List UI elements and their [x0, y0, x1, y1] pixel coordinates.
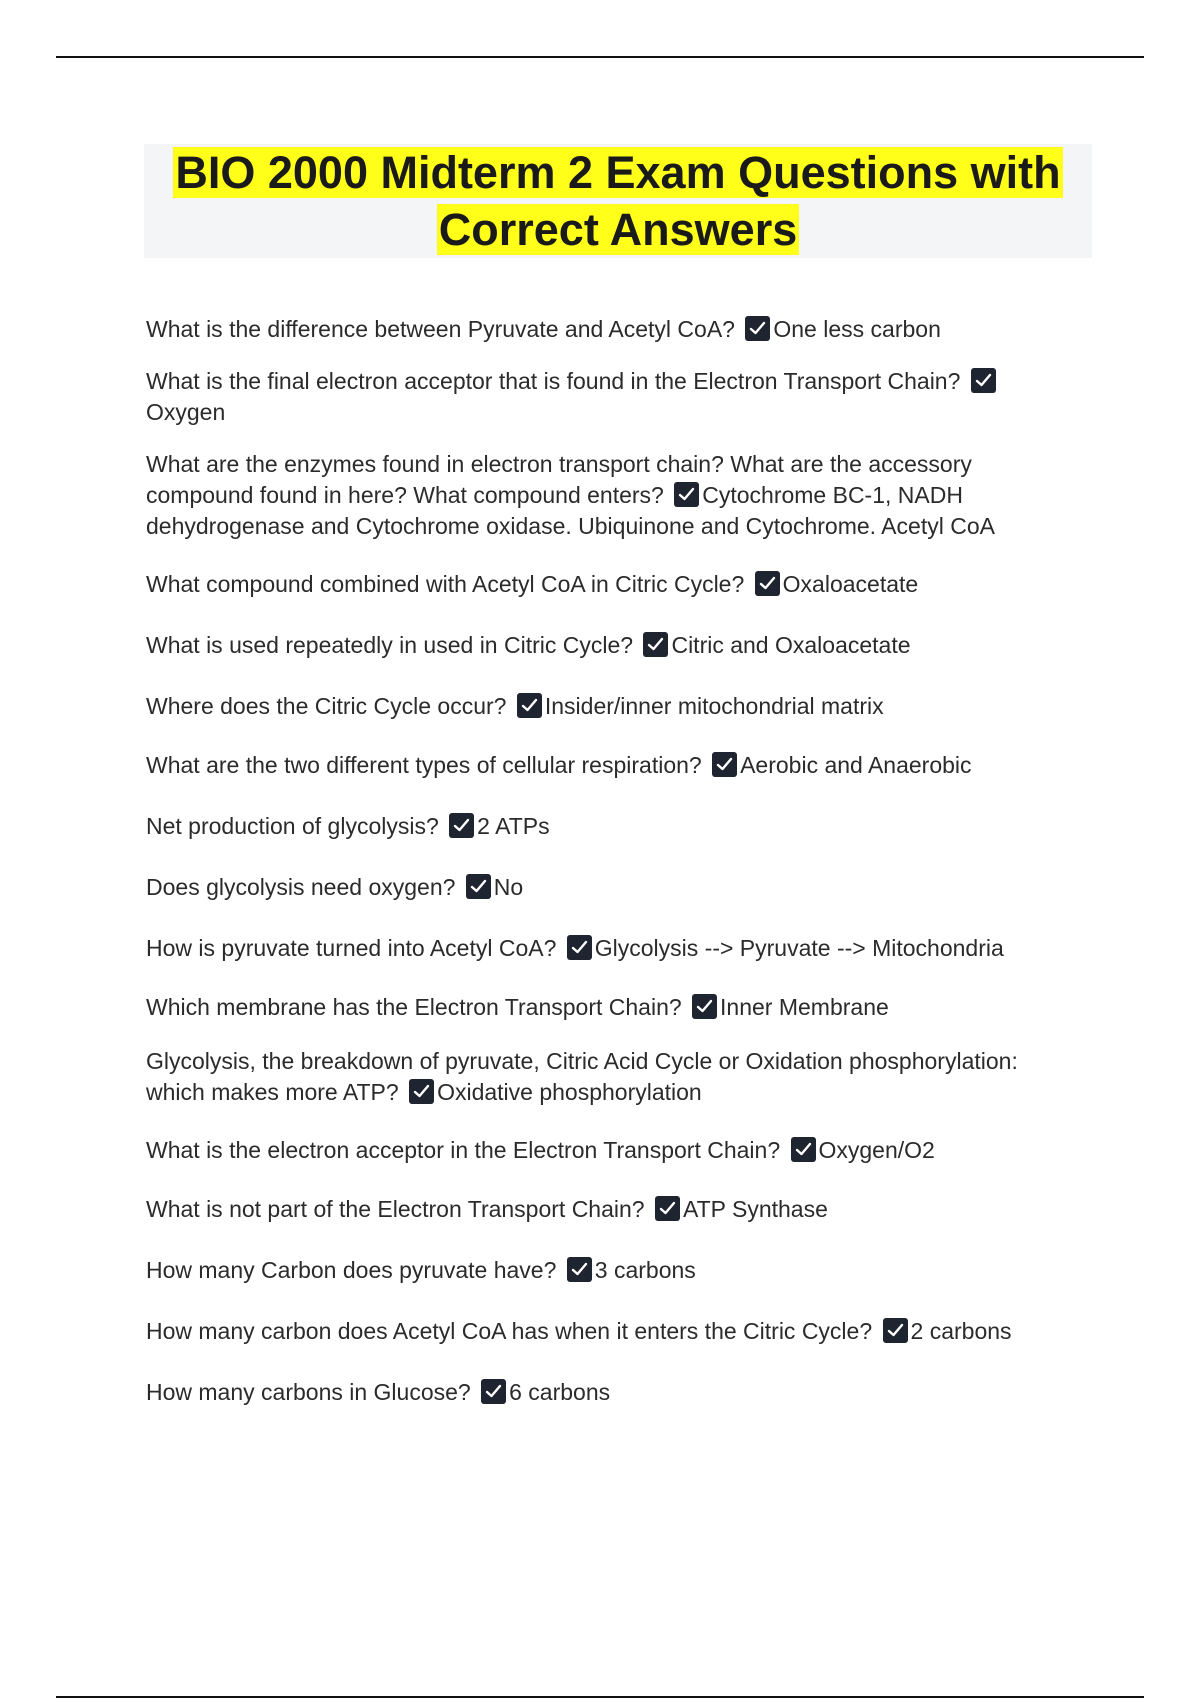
- qa-item: [146, 366, 1076, 428]
- qa-item: [146, 691, 1076, 722]
- check-mark-icon: [883, 1318, 908, 1343]
- check-mark-icon: [517, 693, 542, 718]
- qa-item: [146, 630, 1076, 661]
- qa-item: [146, 449, 1076, 542]
- qa-item: [146, 1255, 1076, 1286]
- question-text: What compound combined with Acetyl CoA in Citric Cycle?: [146, 571, 745, 597]
- check-mark-icon: [712, 752, 737, 777]
- qa-item: [146, 314, 1076, 345]
- answer-text: Glycolysis --> Pyruvate --> Mitochondria: [594, 935, 1004, 961]
- answer-text: Oxidative phosphorylation: [437, 1079, 702, 1105]
- qa-item: [146, 569, 1076, 600]
- answer-text: Cytochrome BC-1, NADH dehydrogenase and Cytochrome oxidase. Ubiquinone and Cytochrome. Acetyl CoA: [146, 482, 995, 539]
- check-mark-icon: [971, 368, 996, 393]
- bottom-rule: [56, 1696, 1144, 1698]
- check-mark-icon: [674, 482, 699, 507]
- question-text: Does glycolysis need oxygen?: [146, 874, 456, 900]
- answer-text: No: [493, 874, 524, 900]
- qa-item: [146, 1377, 1076, 1408]
- qa-item: [146, 750, 1076, 781]
- answer-text: Oxaloacetate: [782, 571, 919, 597]
- title-highlight: BIO 2000 Midterm 2 Exam Questions with Correct Answers: [175, 147, 1061, 255]
- question-text: How many Carbon does pyruvate have?: [146, 1257, 557, 1283]
- answer-text: Insider/inner mitochondrial matrix: [544, 693, 884, 719]
- answer-text: Aerobic and Anaerobic: [740, 752, 972, 778]
- check-mark-icon: [755, 571, 780, 596]
- qa-item: [146, 1046, 1076, 1108]
- question-text: What are the enzymes found in electron transport chain? What are the accessory compound found in here? What compound enters?: [146, 451, 972, 508]
- qa-item: [146, 811, 1076, 842]
- answer-text: Oxygen/O2: [818, 1137, 935, 1163]
- question-text: Glycolysis, the breakdown of pyruvate, Citric Acid Cycle or Oxidation phosphorylation: which makes more ATP?: [146, 1048, 1018, 1105]
- question-text: Where does the Citric Cycle occur?: [146, 693, 507, 719]
- question-text: How is pyruvate turned into Acetyl CoA?: [146, 935, 557, 961]
- question-text: Which membrane has the Electron Transport Chain?: [146, 994, 682, 1020]
- question-text: How many carbon does Acetyl CoA has when it enters the Citric Cycle?: [146, 1318, 873, 1344]
- question-text: What are the two different types of cellular respiration?: [146, 752, 702, 778]
- check-mark-icon: [567, 1257, 592, 1282]
- check-mark-icon: [692, 994, 717, 1019]
- answer-text: 2 carbons: [910, 1318, 1012, 1344]
- check-mark-icon: [791, 1137, 816, 1162]
- check-mark-icon: [466, 874, 491, 899]
- qa-item: [146, 1194, 1076, 1225]
- answer-text: Oxygen: [146, 399, 226, 425]
- answer-text: ATP Synthase: [682, 1196, 828, 1222]
- question-text: What is the difference between Pyruvate and Acetyl CoA?: [146, 316, 735, 342]
- answer-text: Citric and Oxaloacetate: [671, 632, 911, 658]
- answer-text: 2 ATPs: [477, 813, 550, 839]
- answer-text: One less carbon: [773, 316, 941, 342]
- check-mark-icon: [567, 935, 592, 960]
- qa-item: [146, 1135, 1076, 1166]
- check-mark-icon: [655, 1196, 680, 1221]
- question-text: What is the final electron acceptor that is found in the Electron Transport Chain?: [146, 368, 961, 394]
- answer-text: Inner Membrane: [720, 994, 889, 1020]
- qa-item: [146, 1316, 1076, 1347]
- check-mark-icon: [449, 813, 474, 838]
- question-text: What is the electron acceptor in the Electron Transport Chain?: [146, 1137, 781, 1163]
- qa-item: [146, 933, 1076, 964]
- question-text: How many carbons in Glucose?: [146, 1379, 471, 1405]
- check-mark-icon: [481, 1379, 506, 1404]
- question-text: Net production of glycolysis?: [146, 813, 439, 839]
- title-banner: [144, 144, 1092, 258]
- check-mark-icon: [409, 1079, 434, 1104]
- top-rule: [56, 56, 1144, 58]
- document-title: [158, 144, 1078, 258]
- check-mark-icon: [745, 316, 770, 341]
- question-text: What is used repeatedly in used in Citric Cycle?: [146, 632, 634, 658]
- qa-item: [146, 992, 1076, 1023]
- qa-item: [146, 872, 1076, 903]
- answer-text: 3 carbons: [594, 1257, 696, 1283]
- question-text: What is not part of the Electron Transport Chain?: [146, 1196, 645, 1222]
- check-mark-icon: [643, 632, 668, 657]
- answer-text: 6 carbons: [509, 1379, 611, 1405]
- qa-list: [146, 314, 1076, 1408]
